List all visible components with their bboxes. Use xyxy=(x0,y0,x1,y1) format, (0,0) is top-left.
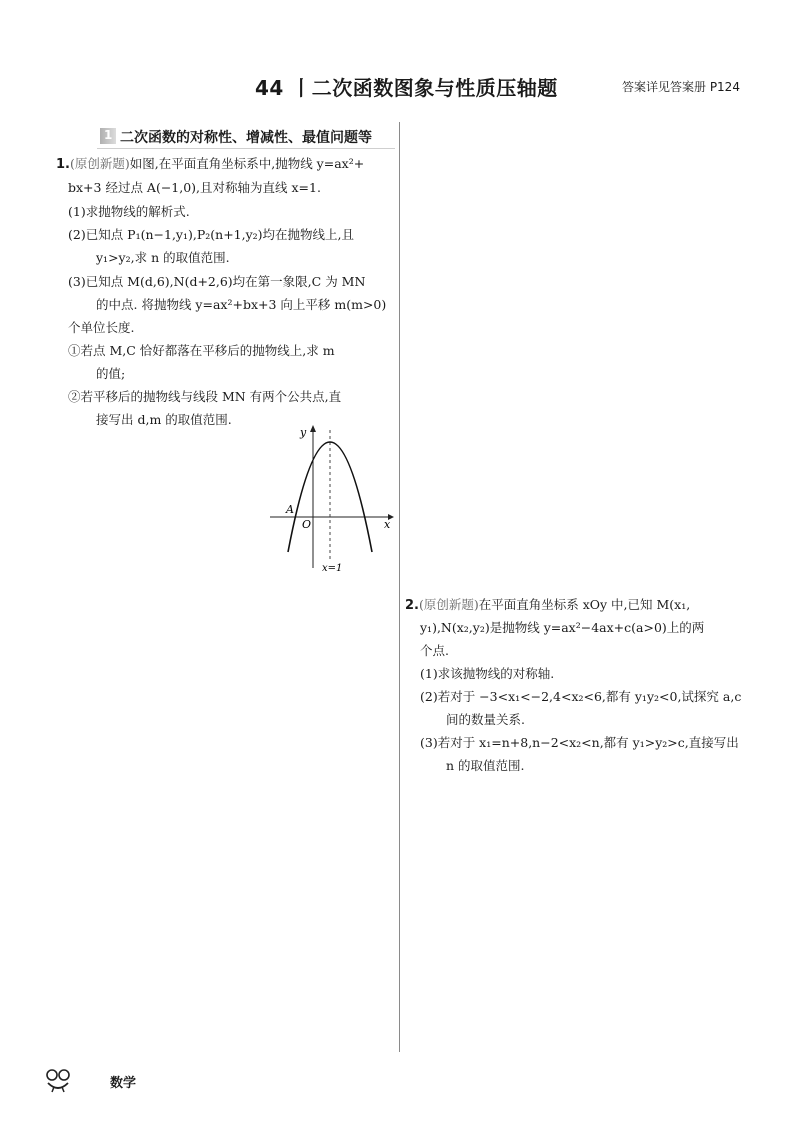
column-divider xyxy=(399,122,400,1052)
q2-line-6: (3)若对于 x₁=n+8,n−2<x₂<n,都有 y₁>y₂>c,直接写出 xyxy=(420,735,739,750)
q1-line-4: y₁>y₂,求 n 的取值范围. xyxy=(96,250,230,265)
section-number-badge: 1 xyxy=(100,128,116,144)
footer-subject: 数学 xyxy=(110,1076,137,1091)
q2-line-5: 间的数量关系. xyxy=(446,712,525,727)
q2-tag: (原创新题) xyxy=(418,597,479,612)
section-title: 二次函数的对称性、增减性、最值问题等 xyxy=(120,130,372,146)
q2-line-2: 个点. xyxy=(420,643,449,658)
mascot-logo-icon xyxy=(44,1067,72,1093)
q2-line-3: (1)求该抛物线的对称轴. xyxy=(420,666,555,681)
q1-line-10: ②若平移后的抛物线与线段 MN 有两个公共点,直 xyxy=(68,389,342,404)
q2-line-4: (2)若对于 −3<x₁<−2,4<x₂<6,都有 y₁y₂<0,试探究 a,c xyxy=(420,689,742,704)
q1-line-3: (2)已知点 P₁(n−1,y₁),P₂(n+1,y₂)均在抛物线上,且 xyxy=(68,227,355,242)
q1-tag: (原创新题) xyxy=(69,156,130,171)
page-title: 44 丨二次函数图象与性质压轴题 xyxy=(255,76,558,100)
q1-line-5: (3)已知点 M(d,6),N(d+2,6)均在第一象限,C 为 MN xyxy=(68,274,366,289)
q1-line-11: 接写出 d,m 的取值范围. xyxy=(96,412,232,427)
q1-line-8: ①若点 M,C 恰好都落在平移后的抛物线上,求 m xyxy=(68,343,335,358)
q1-line-6: 的中点. 将抛物线 y=ax²+bx+3 向上平移 m(m>0) xyxy=(96,297,387,312)
q1-line-7: 个单位长度. xyxy=(68,320,135,335)
symmetry-axis-label: x=1 xyxy=(322,563,343,574)
q2-line-7: n 的取值范围. xyxy=(446,758,525,773)
q1-parabola-graph xyxy=(262,420,398,580)
section-heading xyxy=(97,126,395,149)
y-axis-label: y xyxy=(300,426,307,439)
q1-line-0: 1.(原创新题)如图,在平面直角坐标系中,抛物线 y=ax²+ xyxy=(56,156,365,172)
q1-number: 1. xyxy=(56,157,70,172)
q1-line-1: bx+3 经过点 A(−1,0),且对称轴为直线 x=1. xyxy=(68,180,321,195)
x-axis-label: x xyxy=(384,518,391,531)
q1-line-9: 的值; xyxy=(96,366,126,381)
q2-line-1: y₁),N(x₂,y₂)是抛物线 y=ax²−4ax+c(a>0)上的两 xyxy=(420,620,705,635)
q2-line-0: 2.(原创新题)在平面直角坐标系 xOy 中,已知 M(x₁, xyxy=(405,597,691,613)
q1-line-2: (1)求抛物线的解析式. xyxy=(68,204,190,219)
q2-number: 2. xyxy=(405,598,419,613)
answer-reference: 答案详见答案册 P124 xyxy=(622,80,740,94)
point-a-label: A xyxy=(286,503,294,516)
origin-label: O xyxy=(302,518,312,531)
y-axis-arrow-icon xyxy=(310,425,316,432)
